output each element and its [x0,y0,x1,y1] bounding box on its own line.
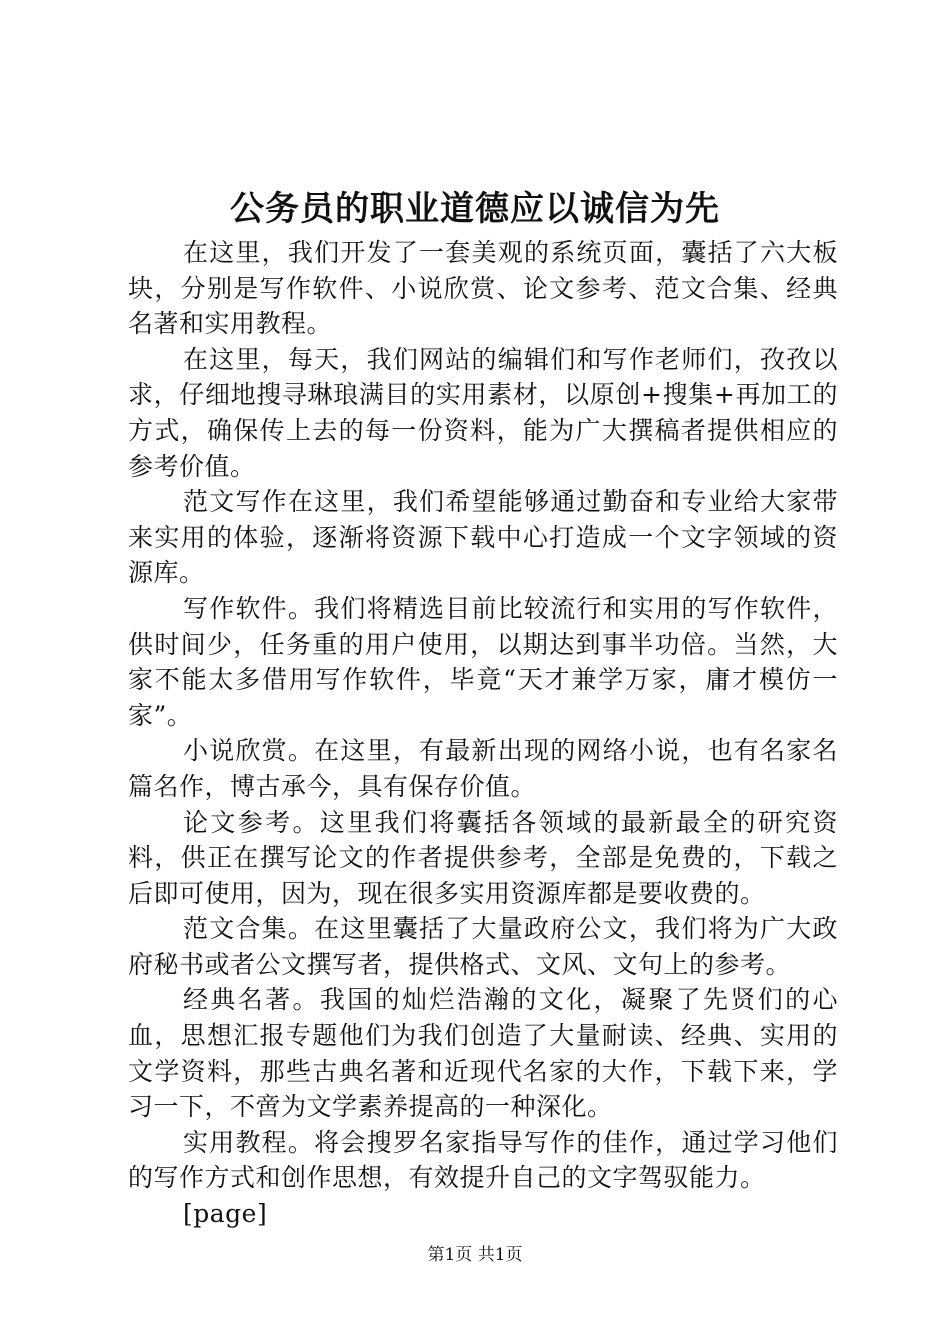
paragraph: 范文合集。在这里囊括了大量政府公文，我们将为广大政府秘书或者公文撰写者，提供格式、文风、文句上的参考。 [128,914,838,979]
paragraph: 经典名著。我国的灿烂浩瀚的文化，凝聚了先贤们的心血，思想汇报专题他们为我们创造了大量耐读、经典、实用的文学资料，那些古典名著和近现代名家的大作，下载下来，学习一下，不啻为文学素养提高的一种深化。 [128,985,838,1122]
paragraph: 论文参考。这里我们将囊括各领域的最新最全的研究资料，供正在撰写论文的作者提供参考，全部是免费的，下载之后即可使用，因为，现在很多实用资源库都是要收费的。 [128,807,838,908]
paragraph: 在这里，我们开发了一套美观的系统页面，囊括了六大板块，分别是写作软件、小说欣赏、论文参考、范文合集、经典名著和实用教程。 [128,238,838,339]
paragraph: 实用教程。将会搜罗名家指导写作的佳作，通过学习他们的写作方式和创作思想，有效提升自己的文字驾驭能力。 [128,1127,838,1193]
paragraph: 在这里，每天，我们网站的编辑们和写作老师们，孜孜以求，仔细地搜寻琳琅满目的实用素材，以原创+搜集+再加工的方式，确保传上去的每一份资料，能为广大撰稿者提供相应的参考价值。 [128,344,838,481]
page-marker: [page] [183,1199,268,1229]
paragraph: 小说欣赏。在这里，有最新出现的网络小说，也有名家名篇名作，博古承今，具有保存价值。 [128,736,838,801]
page-footer: 第1页 共1页 [427,1245,523,1265]
document-title: 公务员的职业道德应以诚信为先 [230,189,720,229]
paragraph: 范文写作在这里，我们希望能够通过勤奋和专业给大家带来实用的体验，逐渐将资源下载中心打造成一个文字领域的资源库。 [128,487,838,588]
paragraph: 写作软件。我们将精选目前比较流行和实用的写作软件，供时间少，任务重的用户使用，以期达到事半功倍。当然，大家不能太多借用写作软件，毕竟“天才兼学万家，庸才模仿一家”。 [128,593,838,730]
document-body [128,235,838,1232]
